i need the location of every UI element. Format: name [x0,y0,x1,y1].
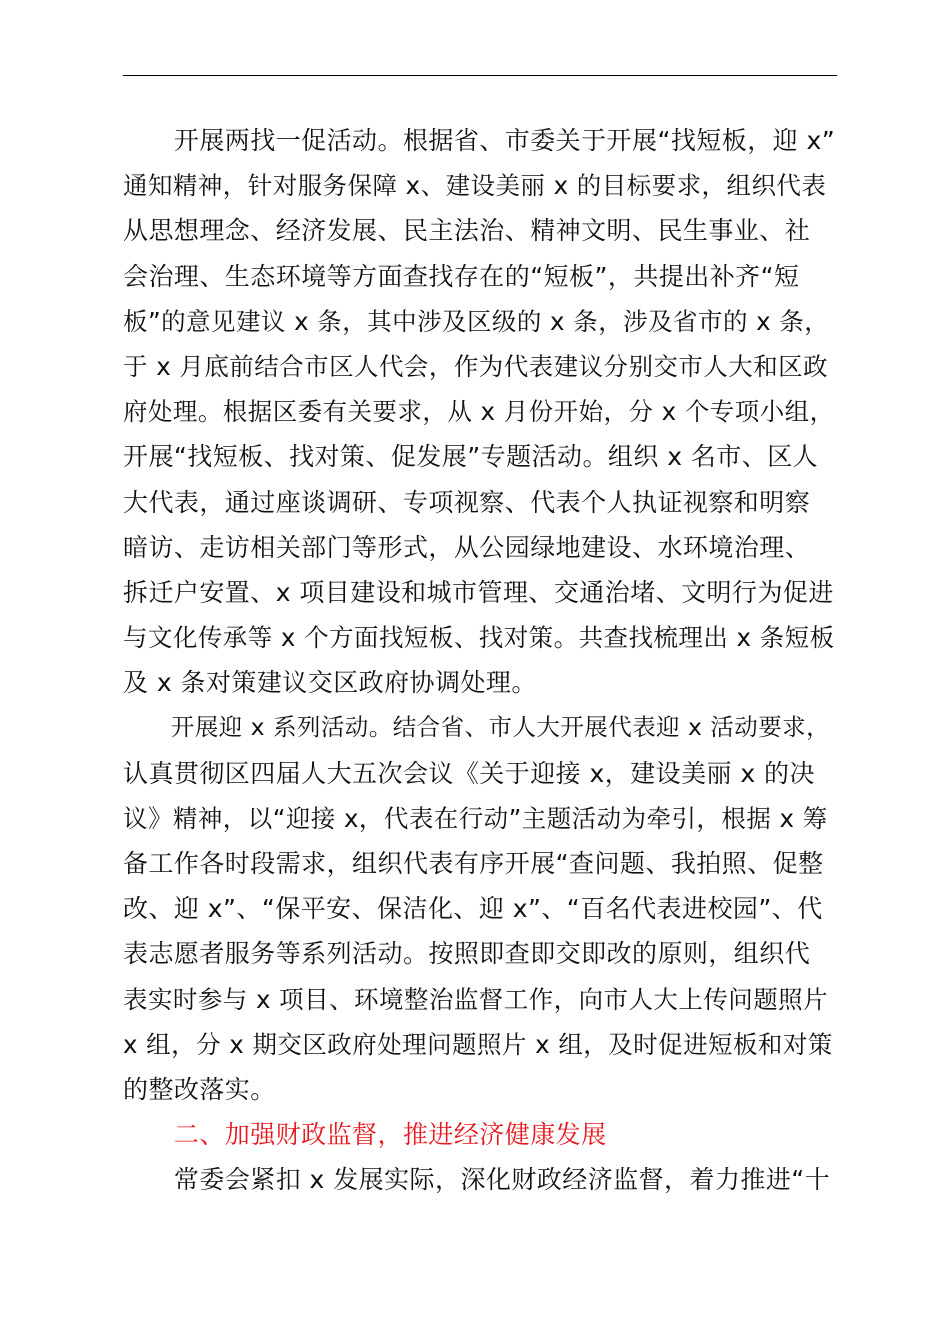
text-line: 开展两找一促活动。根据省、市委关于开展“找短板，迎 x” [123,126,836,155]
text-line: 开展“找短板、找对策、促发展”专题活动。组织 x 名市、区人 [123,442,819,472]
text-line: 通知精神，针对服务保障 x、建设美丽 x 的目标要求，组织代表 [123,171,827,201]
header-rule [123,75,837,76]
text-line: 拆迁户安置、x 项目建设和城市管理、交通治堵、文明行为促进 [123,577,834,607]
text-line: 备工作各时段需求，组织代表有序开展“查问题、我拍照、促整 [123,849,824,878]
text-line: 改、迎 x”、“保平安、保洁化、迎 x”、“百名代表进校园”、代 [123,894,823,924]
text-line: 及 x 条对策建议交区政府协调处理。 [123,668,537,698]
section-heading: 二、加强财政监督，推进经济健康发展 [123,1120,607,1150]
text-line: x 组，分 x 期交区政府处理问题照片 x 组，及时促进短板和对策 [123,1029,833,1059]
text-line: 表志愿者服务等系列活动。按照即查即交即改的原则，组织代 [123,939,811,969]
text-line: 府处理。根据区委有关要求，从 x 月份开始，分 x 个专项小组， [123,397,835,427]
text-line: 大代表，通过座谈调研、专项视察、代表个人执证视察和明察 [123,487,811,517]
text-line: 认真贯彻区四届人大五次会议《关于迎接 x，建设美丽 x 的决 [123,758,815,788]
text-line: 会治理、生态环境等方面查找存在的“短板”，共提出补齐“短 [123,261,800,291]
text-line: 与文化传承等 x 个方面找短板、找对策。共查找梳理出 x 条短板 [123,623,835,653]
document-body [123,118,839,1203]
text-line: 议》精神，以“迎接 x，代表在行动”主题活动为牵引，根据 x 筹 [123,803,828,833]
text-line: 于 x 月底前结合市区人代会，作为代表建议分别交市人大和区政 [123,351,829,381]
text-line: 从思想理念、经济发展、民主法治、精神文明、民生事业、社 [123,216,811,246]
text-line: 常委会紧扣 x 发展实际，深化财政经济监督，着力推进“十 [123,1165,831,1195]
text-line: 开展迎 x 系列活动。结合省、市人大开展代表迎 x 活动要求， [123,713,831,742]
text-line: 暗访、走访相关部门等形式，从公园绿地建设、水环境治理、 [123,532,811,562]
text-line: 板”的意见建议 x 条，其中涉及区级的 x 条，涉及省市的 x 条， [123,306,830,336]
text-line: 表实时参与 x 项目、环境整治监督工作，向市人大上传问题照片 [123,984,829,1014]
text-line: 的整改落实。 [123,1074,276,1104]
